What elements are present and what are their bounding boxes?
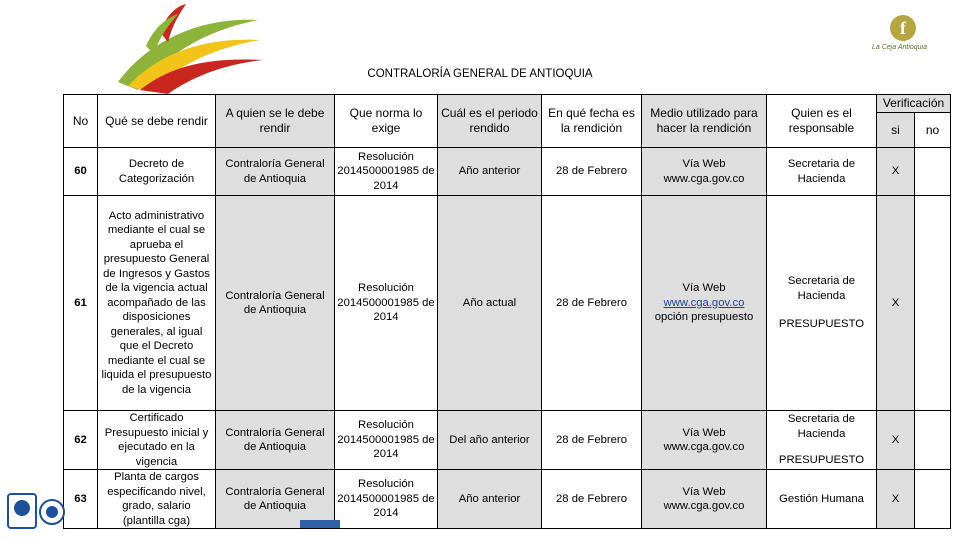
- row-what: Decreto de Categorización: [98, 148, 216, 196]
- rendition-table: [63, 94, 951, 529]
- row-number: 61: [64, 196, 98, 411]
- table-row: [64, 470, 951, 529]
- row-norm: Resolución 2014500001985 de 2014: [335, 470, 438, 529]
- row-responsible: Gestión Humana: [767, 470, 877, 529]
- row-what: Certificado Presupuesto inicial y ejecutado en la vigencia: [98, 411, 216, 470]
- facebook-icon[interactable]: f: [890, 15, 916, 41]
- row-number: 62: [64, 411, 98, 470]
- header-medium: Medio utilizado para hacer la rendición: [642, 95, 767, 148]
- row-period: Del año anterior: [438, 411, 542, 470]
- row-who: Contraloría General de Antioquia: [216, 470, 335, 529]
- medium-prefix: Vía Web: [682, 282, 726, 295]
- header-period: Cuál es el periodo rendido: [438, 95, 542, 148]
- row-norm: Resolución 2014500001985 de 2014: [335, 411, 438, 470]
- row-medium: Vía Web www.cga.gov.co: [642, 148, 767, 196]
- brand-text: La Ceja Antioquia: [872, 44, 928, 51]
- row-no: [915, 196, 951, 411]
- row-date: 28 de Febrero: [542, 148, 642, 196]
- row-no: [915, 148, 951, 196]
- header-no-verification: no: [915, 113, 951, 148]
- row-norm: Resolución 2014500001985 de 2014: [335, 148, 438, 196]
- table-row: [64, 411, 951, 470]
- row-norm: Resolución 2014500001985 de 2014: [335, 196, 438, 411]
- row-medium: [642, 196, 767, 411]
- row-responsible: [767, 411, 877, 470]
- row-date: 28 de Febrero: [542, 470, 642, 529]
- row-date: 28 de Febrero: [542, 196, 642, 411]
- row-date: 28 de Febrero: [542, 411, 642, 470]
- municipality-logo: [108, 2, 268, 94]
- header-verification: Verificación: [877, 95, 951, 113]
- row-medium: Vía Web www.cga.gov.co: [642, 470, 767, 529]
- row-number: 63: [64, 470, 98, 529]
- medium-suffix: opción presupuesto: [654, 311, 754, 324]
- row-si: X: [877, 196, 915, 411]
- header-norm: Que norma lo exige: [335, 95, 438, 148]
- row-responsible: Secretaria de Hacienda: [767, 148, 877, 196]
- row-period: Año anterior: [438, 470, 542, 529]
- cga-link[interactable]: www.cga.gov.co: [663, 296, 745, 309]
- row-si: X: [877, 470, 915, 529]
- row-period: Año actual: [438, 196, 542, 411]
- table-row: [64, 148, 951, 196]
- row-what: Planta de cargos especificando nivel, grado, salario (plantilla cga): [98, 470, 216, 529]
- row-si: X: [877, 148, 915, 196]
- responsible-extra: PRESUPUESTO: [778, 318, 865, 331]
- row-medium: Vía Web www.cga.gov.co: [642, 411, 767, 470]
- row-who: Contraloría General de Antioquia: [216, 148, 335, 196]
- responsible-name: Secretaria de Hacienda: [787, 275, 856, 302]
- row-what: Acto administrativo mediante el cual se aprueba el presupuesto General de Ingresos y Gastos de la vigencia actual acompañado de las disposiciones generales, al igual que el Decreto mediante el cual se liquida el presupuesto de la vigencia: [98, 196, 216, 411]
- row-who: Contraloría General de Antioquia: [216, 196, 335, 411]
- row-responsible: [767, 196, 877, 411]
- row-who: Contraloría General de Antioquia: [216, 411, 335, 470]
- certification-logos: [4, 492, 92, 534]
- header-responsible: Quien es el responsable: [767, 95, 877, 148]
- table-row: [64, 196, 951, 411]
- responsible-name: Secretaria de Hacienda: [787, 413, 856, 440]
- responsible-extra: PRESUPUESTO: [778, 454, 865, 467]
- footer-strip: [300, 520, 340, 528]
- header-what: Qué se debe rendir: [98, 95, 216, 148]
- header-who: A quien se le debe rendir: [216, 95, 335, 148]
- row-no: [915, 411, 951, 470]
- header-no: No: [64, 95, 98, 148]
- page-title: CONTRALORÍA GENERAL DE ANTIOQUIA: [367, 68, 593, 80]
- row-period: Año anterior: [438, 148, 542, 196]
- header-si: si: [877, 113, 915, 148]
- header-date: En qué fecha es la rendición: [542, 95, 642, 148]
- row-no: [915, 470, 951, 529]
- row-number: 60: [64, 148, 98, 196]
- row-si: X: [877, 411, 915, 470]
